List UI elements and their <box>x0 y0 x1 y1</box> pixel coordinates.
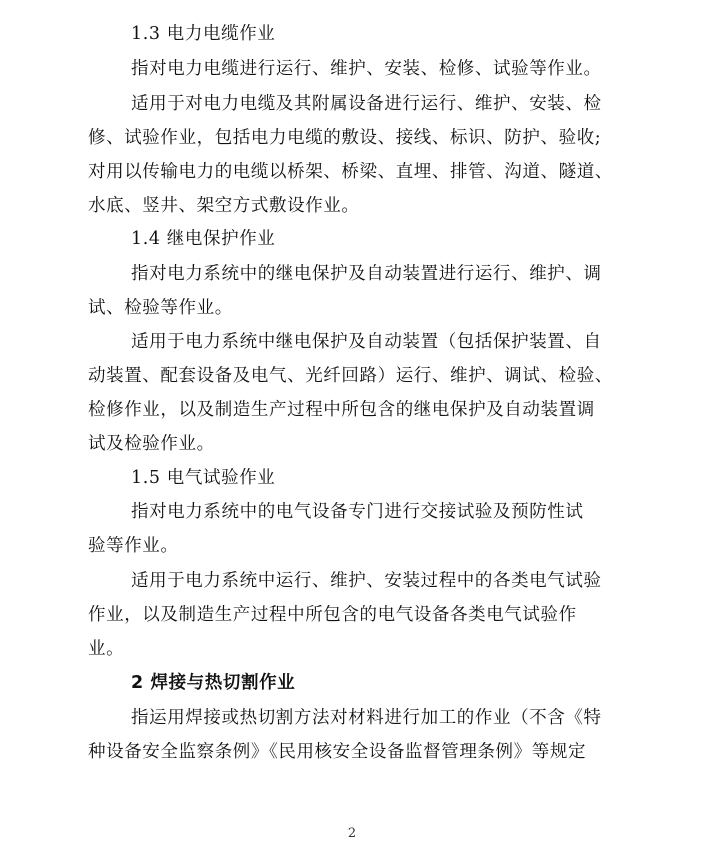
paragraph-line: 修、试验作业，包括电力电缆的敷设、接线、标识、防护、验收; <box>88 128 602 148</box>
paragraph-line: 指对电力系统中的电气设备专门进行交接试验及预防性试 <box>131 502 584 522</box>
heading-1-3: 1.3 电力电缆作业 <box>131 24 276 44</box>
paragraph-line: 指对电力系统中的继电保护及自动装置进行运行、维护、调 <box>131 264 602 284</box>
paragraph-line: 种设备安全监察条例》《民用核安全设备监督管理条例》等规定 <box>88 742 587 762</box>
paragraph-line: 适用于电力系统中运行、维护、安装过程中的各类电气试验 <box>131 571 602 591</box>
paragraph-line: 作业，以及制造生产过程中所包含的电气设备各类电气试验作 <box>88 605 577 625</box>
paragraph-line: 动装置、配套设备及电气、光纤回路）运行、维护、调试、检验、 <box>88 366 613 386</box>
paragraph-line: 试及检验作业。 <box>88 434 215 454</box>
paragraph-line: 业。 <box>88 639 125 659</box>
paragraph-line: 适用于电力系统中继电保护及自动装置（包括保护装置、自 <box>131 332 602 352</box>
paragraph-line: 指对电力电缆进行运行、维护、安装、检修、试验等作业。 <box>131 59 602 79</box>
paragraph-line: 检修作业，以及制造生产过程中所包含的继电保护及自动装置调 <box>88 400 595 420</box>
paragraph-line: 试、检验等作业。 <box>88 298 233 318</box>
heading-1-5: 1.5 电气试验作业 <box>131 468 276 488</box>
paragraph-line: 验等作业。 <box>88 536 179 556</box>
paragraph-line: 水底、竖井、架空方式敷设作业。 <box>88 196 360 216</box>
paragraph-line: 对用以传输电力的电缆以桥架、桥梁、直埋、排管、沟道、隧道、 <box>88 162 613 182</box>
heading-1-4: 1.4 继电保护作业 <box>131 229 276 249</box>
paragraph-line: 适用于对电力电缆及其附属设备进行运行、维护、安装、检 <box>131 94 602 114</box>
heading-2: 2 焊接与热切割作业 <box>131 673 296 693</box>
page-number: 2 <box>347 826 357 841</box>
paragraph-line: 指运用焊接或热切割方法对材料进行加工的作业（不含《特 <box>131 708 602 728</box>
